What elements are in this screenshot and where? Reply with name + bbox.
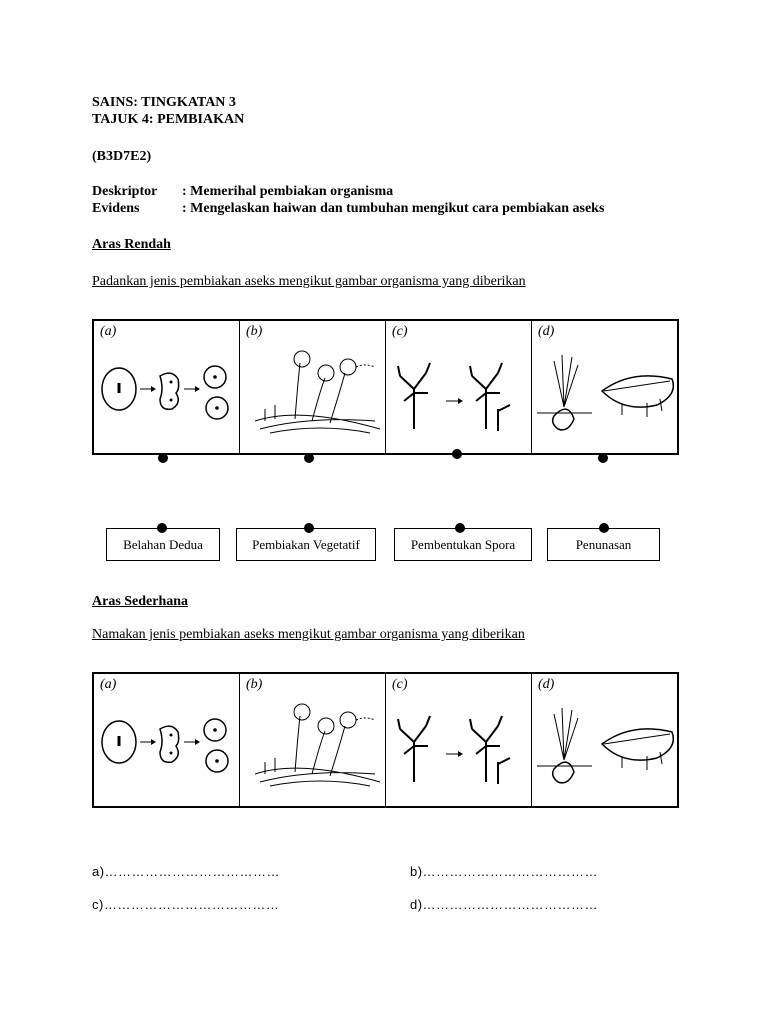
descriptor-label: Deskriptor <box>92 184 158 199</box>
evidence-label: Evidens <box>92 201 140 216</box>
option-box-belahan-dedua[interactable]: Belahan Dedua <box>106 528 220 561</box>
panel-d <box>532 321 677 453</box>
evidence-text: : Mengelaskan haiwan dan tumbuhan mengikut cara pembiakan aseks <box>182 201 605 216</box>
panel-a-label: (a) <box>100 324 117 339</box>
section1-title: Aras Rendah <box>92 237 171 252</box>
binary-fission-illustration <box>94 321 240 455</box>
option-box-penunasan[interactable]: Penunasan <box>547 528 660 561</box>
panel-d-label: (d) <box>538 324 555 339</box>
match-dot-d[interactable] <box>598 453 608 463</box>
panel-a <box>94 321 240 453</box>
descriptor-row <box>92 184 393 200</box>
evidence-row <box>92 201 604 217</box>
panel-c-label: (c) <box>392 324 408 339</box>
section2-instruction: Namakan jenis pembiakan aseks mengikut gambar organisma yang diberikan <box>92 627 525 642</box>
panel2-a <box>94 674 240 806</box>
match-dot-a[interactable] <box>158 453 168 463</box>
panel-b <box>240 321 386 453</box>
panel-b-label: (b) <box>246 324 263 339</box>
descriptor-text: : Memerihal pembiakan organisma <box>182 184 394 199</box>
spore-formation-illustration <box>240 321 386 455</box>
option-box-pembiakan-vegetatif[interactable]: Pembiakan Vegetatif <box>236 528 376 561</box>
match-dot-c[interactable] <box>452 449 462 459</box>
regeneration-illustration <box>386 321 532 455</box>
topic-heading: TAJUK 4: PEMBIAKAN <box>92 112 245 127</box>
regeneration-illustration-2 <box>386 674 532 808</box>
panel2-c-label: (c) <box>392 677 408 692</box>
section2-title: Aras Sederhana <box>92 594 189 609</box>
option-box-pembentukan-spora[interactable]: Pembentukan Spora <box>394 528 532 561</box>
answer-line-a[interactable]: a)………………………………… <box>92 864 281 879</box>
panel2-b <box>240 674 386 806</box>
code-heading: (B3D7E2) <box>92 149 152 164</box>
answer-line-c[interactable]: c)………………………………… <box>92 897 280 912</box>
match-dot-b[interactable] <box>304 453 314 463</box>
section1-image-strip <box>92 319 679 455</box>
section1-instruction: Padankan jenis pembiakan aseks mengikut gambar organisma yang diberikan <box>92 274 526 289</box>
vegetative-illustration <box>532 321 678 455</box>
binary-fission-illustration-2 <box>94 674 240 808</box>
section2-image-strip <box>92 672 679 808</box>
panel-c <box>386 321 532 453</box>
panel2-b-label: (b) <box>246 677 263 692</box>
panel2-c <box>386 674 532 806</box>
panel2-a-label: (a) <box>100 677 117 692</box>
panel2-d-label: (d) <box>538 677 555 692</box>
vegetative-illustration-2 <box>532 674 678 808</box>
subject-heading: SAINS: TINGKATAN 3 <box>92 95 236 110</box>
answer-line-b[interactable]: b)………………………………… <box>410 864 599 879</box>
spore-formation-illustration-2 <box>240 674 386 808</box>
panel2-d <box>532 674 677 806</box>
answer-line-d[interactable]: d)………………………………… <box>410 897 599 912</box>
